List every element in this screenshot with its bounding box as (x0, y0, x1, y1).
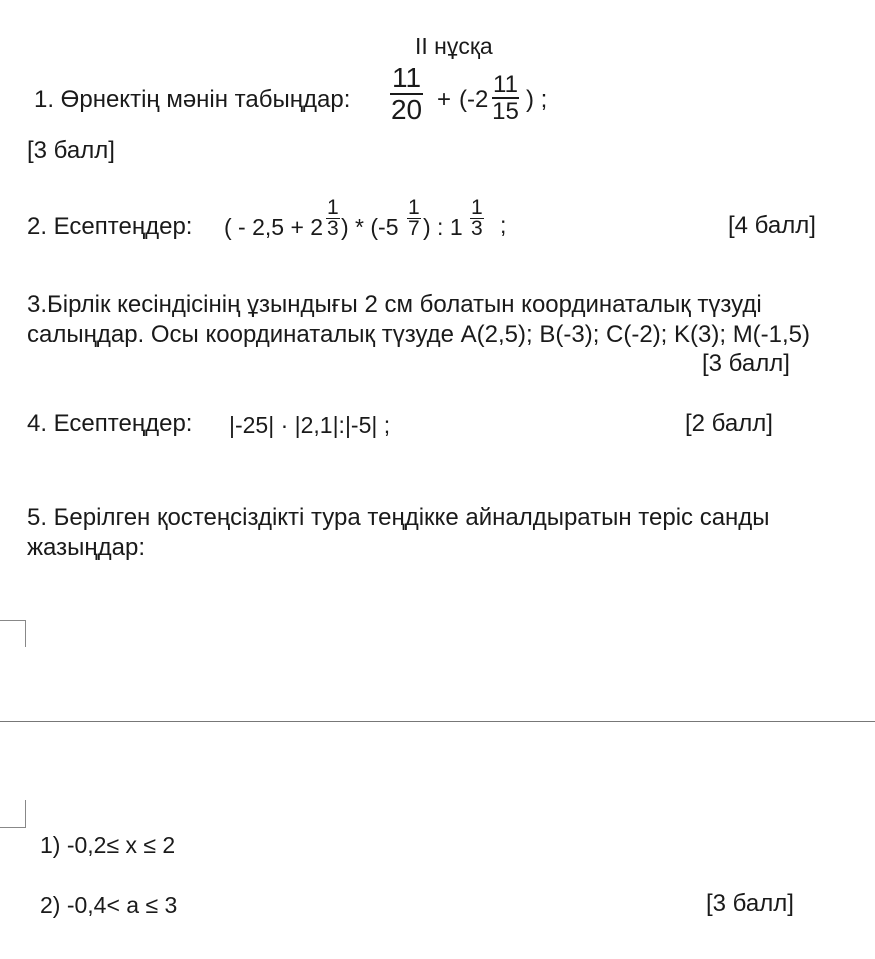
page-corner-mark-top (0, 620, 26, 647)
q2-f2-denominator: 7 (408, 217, 420, 240)
q4-expression: |-25| · |2,1|:|-5| ; (229, 412, 391, 438)
q5-item-1: 1) -0,2≤ x ≤ 2 (40, 832, 176, 858)
question-5-line-2: жазыңдар: (27, 534, 146, 561)
q2-part-2: ) * (-5 (341, 214, 399, 240)
q1-close-paren: ) ; (526, 86, 548, 113)
question-3-line-2: салыңдар. Осы координаталық түзуде A(2,5); B(-3); C(-2); K(3); M(-1,5) (27, 321, 811, 348)
question-5-line-1: 5. Берілген қостеңсіздікті тура теңдікке айналдыратын теріс санды (27, 504, 770, 531)
page-corner-mark-bottom (0, 800, 26, 828)
question-2-text: 2. Есептеңдер: (27, 213, 193, 240)
question-3-line-1: 3.Бірлік кесіндісінің ұзындығы 2 см болатын координаталық түзуді (27, 291, 762, 318)
q2-part-1: ( - 2,5 + 2 (224, 214, 324, 240)
variant-title: II нұсқа (415, 33, 493, 59)
question-1-text: 1. Өрнектің мәнін табыңдар: (34, 86, 351, 113)
q2-f3-numerator: 1 (471, 196, 483, 219)
q1-fraction-11-20 (390, 63, 423, 125)
page-separator-line (0, 721, 875, 722)
q2-score: [4 балл] (728, 212, 816, 239)
q1-plus-sign: + (437, 86, 452, 113)
q5-score: [3 балл] (706, 890, 794, 917)
q1-frac2-denominator: 15 (492, 98, 519, 125)
q1-fraction-11-15 (492, 72, 519, 124)
q2-fraction-1-7 (407, 198, 421, 239)
q1-open-paren: (-2 (459, 86, 489, 113)
q1-frac2-numerator: 11 (493, 71, 518, 98)
q4-score: [2 балл] (685, 410, 773, 437)
q2-fraction-1-3-a (326, 198, 340, 239)
q2-f1-denominator: 3 (327, 217, 339, 240)
q2-part-4: ; (500, 212, 507, 238)
q3-score: [3 балл] (702, 350, 790, 377)
q2-f3-denominator: 3 (471, 217, 483, 240)
q2-part-3: ) : 1 (423, 214, 463, 240)
q2-f2-numerator: 1 (408, 196, 420, 219)
question-4-text: 4. Есептеңдер: (27, 410, 193, 437)
q1-score: [3 балл] (27, 137, 115, 164)
q2-fraction-1-3-b (470, 198, 484, 239)
q1-frac1-denominator: 20 (390, 94, 423, 125)
q5-item-2: 2) -0,4< a ≤ 3 (40, 892, 178, 918)
q1-frac1-numerator: 11 (392, 62, 422, 93)
q2-f1-numerator: 1 (327, 196, 339, 219)
